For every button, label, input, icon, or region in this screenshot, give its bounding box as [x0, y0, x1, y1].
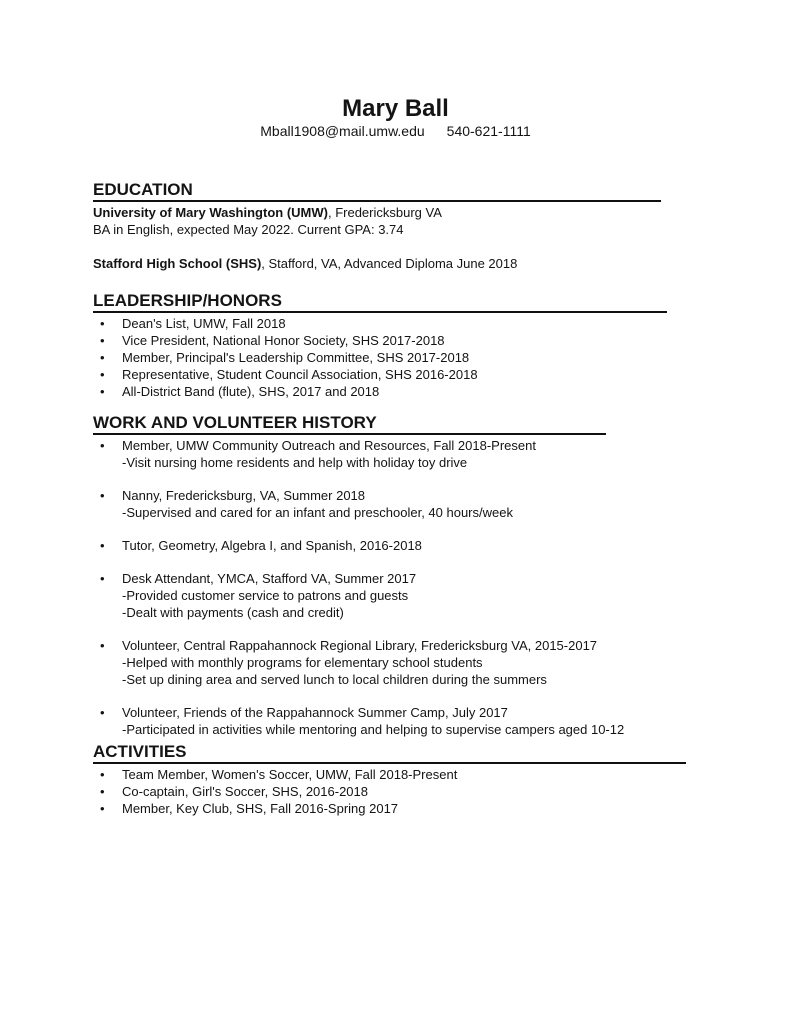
work-item: [93, 487, 698, 521]
work-item: [93, 570, 698, 621]
work-role-text: Tutor, Geometry, Algebra I, and Spanish, 2016-2018: [122, 538, 422, 553]
work-role-line: [93, 487, 698, 504]
work-detail-line: -Set up dining area and served lunch to local children during the summers: [122, 672, 547, 687]
bullet-icon: [100, 437, 105, 454]
education-entry: [93, 255, 698, 272]
school-location: , Fredericksburg VA: [327, 205, 442, 220]
list-item-text: Member, Principal's Leadership Committee, SHS 2017-2018: [122, 350, 470, 365]
work-detail-line: -Visit nursing home residents and help with holiday toy drive: [122, 455, 468, 470]
list-item: [93, 349, 698, 366]
school-name: Stafford High School (SHS): [93, 256, 262, 271]
work-role-line: [93, 704, 698, 721]
section-activities: [93, 741, 698, 817]
resume-header: [93, 95, 698, 140]
section-education: [93, 179, 698, 272]
work-item: [93, 537, 698, 554]
section-heading-work-volunteer-history: WORK AND VOLUNTEER HISTORY: [93, 412, 606, 435]
list-item-text: Member, Key Club, SHS, Fall 2016-Spring 2017: [122, 801, 399, 816]
work-role-line: [93, 570, 698, 587]
bullet-icon: [100, 637, 105, 654]
email-text: Mball1908@mail.umw.edu: [260, 123, 425, 139]
list-item: [93, 783, 698, 800]
work-item: [93, 437, 698, 471]
work-role-line: [93, 637, 698, 654]
bullet-icon: [100, 704, 105, 721]
list-item-text: Team Member, Women's Soccer, UMW, Fall 2018-Present: [122, 767, 458, 782]
bullet-icon: [100, 315, 105, 332]
bullet-icon: [100, 332, 105, 349]
section-leadership-honors: [93, 290, 698, 400]
bullet-icon: [100, 366, 105, 383]
work-role-text: Member, UMW Community Outreach and Resources, Fall 2018-Present: [122, 438, 536, 453]
work-item: [93, 637, 698, 688]
work-detail-line: -Participated in activities while mentoring and helping to supervise campers aged 10-12: [122, 722, 625, 737]
bullet-icon: [100, 383, 105, 400]
work-role-text: Volunteer, Friends of the Rappahannock Summer Camp, July 2017: [122, 705, 508, 720]
bullet-icon: [100, 487, 105, 504]
work-role-line: [93, 437, 698, 454]
education-entry: [93, 204, 698, 238]
list-item-text: Vice President, National Honor Society, SHS 2017-2018: [122, 333, 445, 348]
list-item-text: All-District Band (flute), SHS, 2017 and 2018: [122, 384, 380, 399]
section-heading-activities: ACTIVITIES: [93, 741, 686, 764]
list-item: [93, 766, 698, 783]
work-role-text: Nanny, Fredericksburg, VA, Summer 2018: [122, 488, 366, 503]
work-role-text: Volunteer, Central Rappahannock Regional Library, Fredericksburg VA, 2015-2017: [122, 638, 598, 653]
work-detail-line: -Supervised and cared for an infant and preschooler, 40 hours/week: [122, 505, 513, 520]
phone-text: 540-621-1111: [446, 123, 531, 139]
work-item: [93, 704, 698, 738]
list-item: [93, 332, 698, 349]
resume-name: Mary Ball: [342, 95, 449, 122]
bullet-icon: [100, 783, 105, 800]
work-detail-line: -Provided customer service to patrons and guests: [122, 588, 409, 603]
school-name: University of Mary Washington (UMW): [93, 205, 328, 220]
list-item-text: Dean's List, UMW, Fall 2018: [122, 316, 286, 331]
list-item: [93, 315, 698, 332]
list-item-text: Representative, Student Council Association, SHS 2016-2018: [122, 367, 478, 382]
bullet-icon: [100, 537, 105, 554]
work-role-line: [93, 537, 698, 554]
school-location: , Stafford, VA, Advanced Diploma June 2018: [261, 256, 518, 271]
bullet-icon: [100, 800, 105, 817]
list-item: [93, 383, 698, 400]
section-heading-education: EDUCATION: [93, 179, 661, 202]
education-school-line: [93, 204, 698, 221]
bullet-icon: [100, 349, 105, 366]
work-detail-line: -Dealt with payments (cash and credit): [122, 605, 344, 620]
contact-line: [93, 123, 698, 140]
section-work-volunteer-history: [93, 412, 698, 738]
work-role-text: Desk Attendant, YMCA, Stafford VA, Summer 2017: [122, 571, 417, 586]
education-detail-line: BA in English, expected May 2022. Current GPA: 3.74: [93, 222, 404, 237]
bullet-icon: [100, 766, 105, 783]
work-detail-line: -Helped with monthly programs for elementary school students: [122, 655, 483, 670]
list-item-text: Co-captain, Girl's Soccer, SHS, 2016-2018: [122, 784, 368, 799]
list-item: [93, 800, 698, 817]
bullet-icon: [100, 570, 105, 587]
list-item: [93, 366, 698, 383]
section-heading-leadership-honors: LEADERSHIP/HONORS: [93, 290, 667, 313]
education-school-line: [93, 255, 698, 272]
